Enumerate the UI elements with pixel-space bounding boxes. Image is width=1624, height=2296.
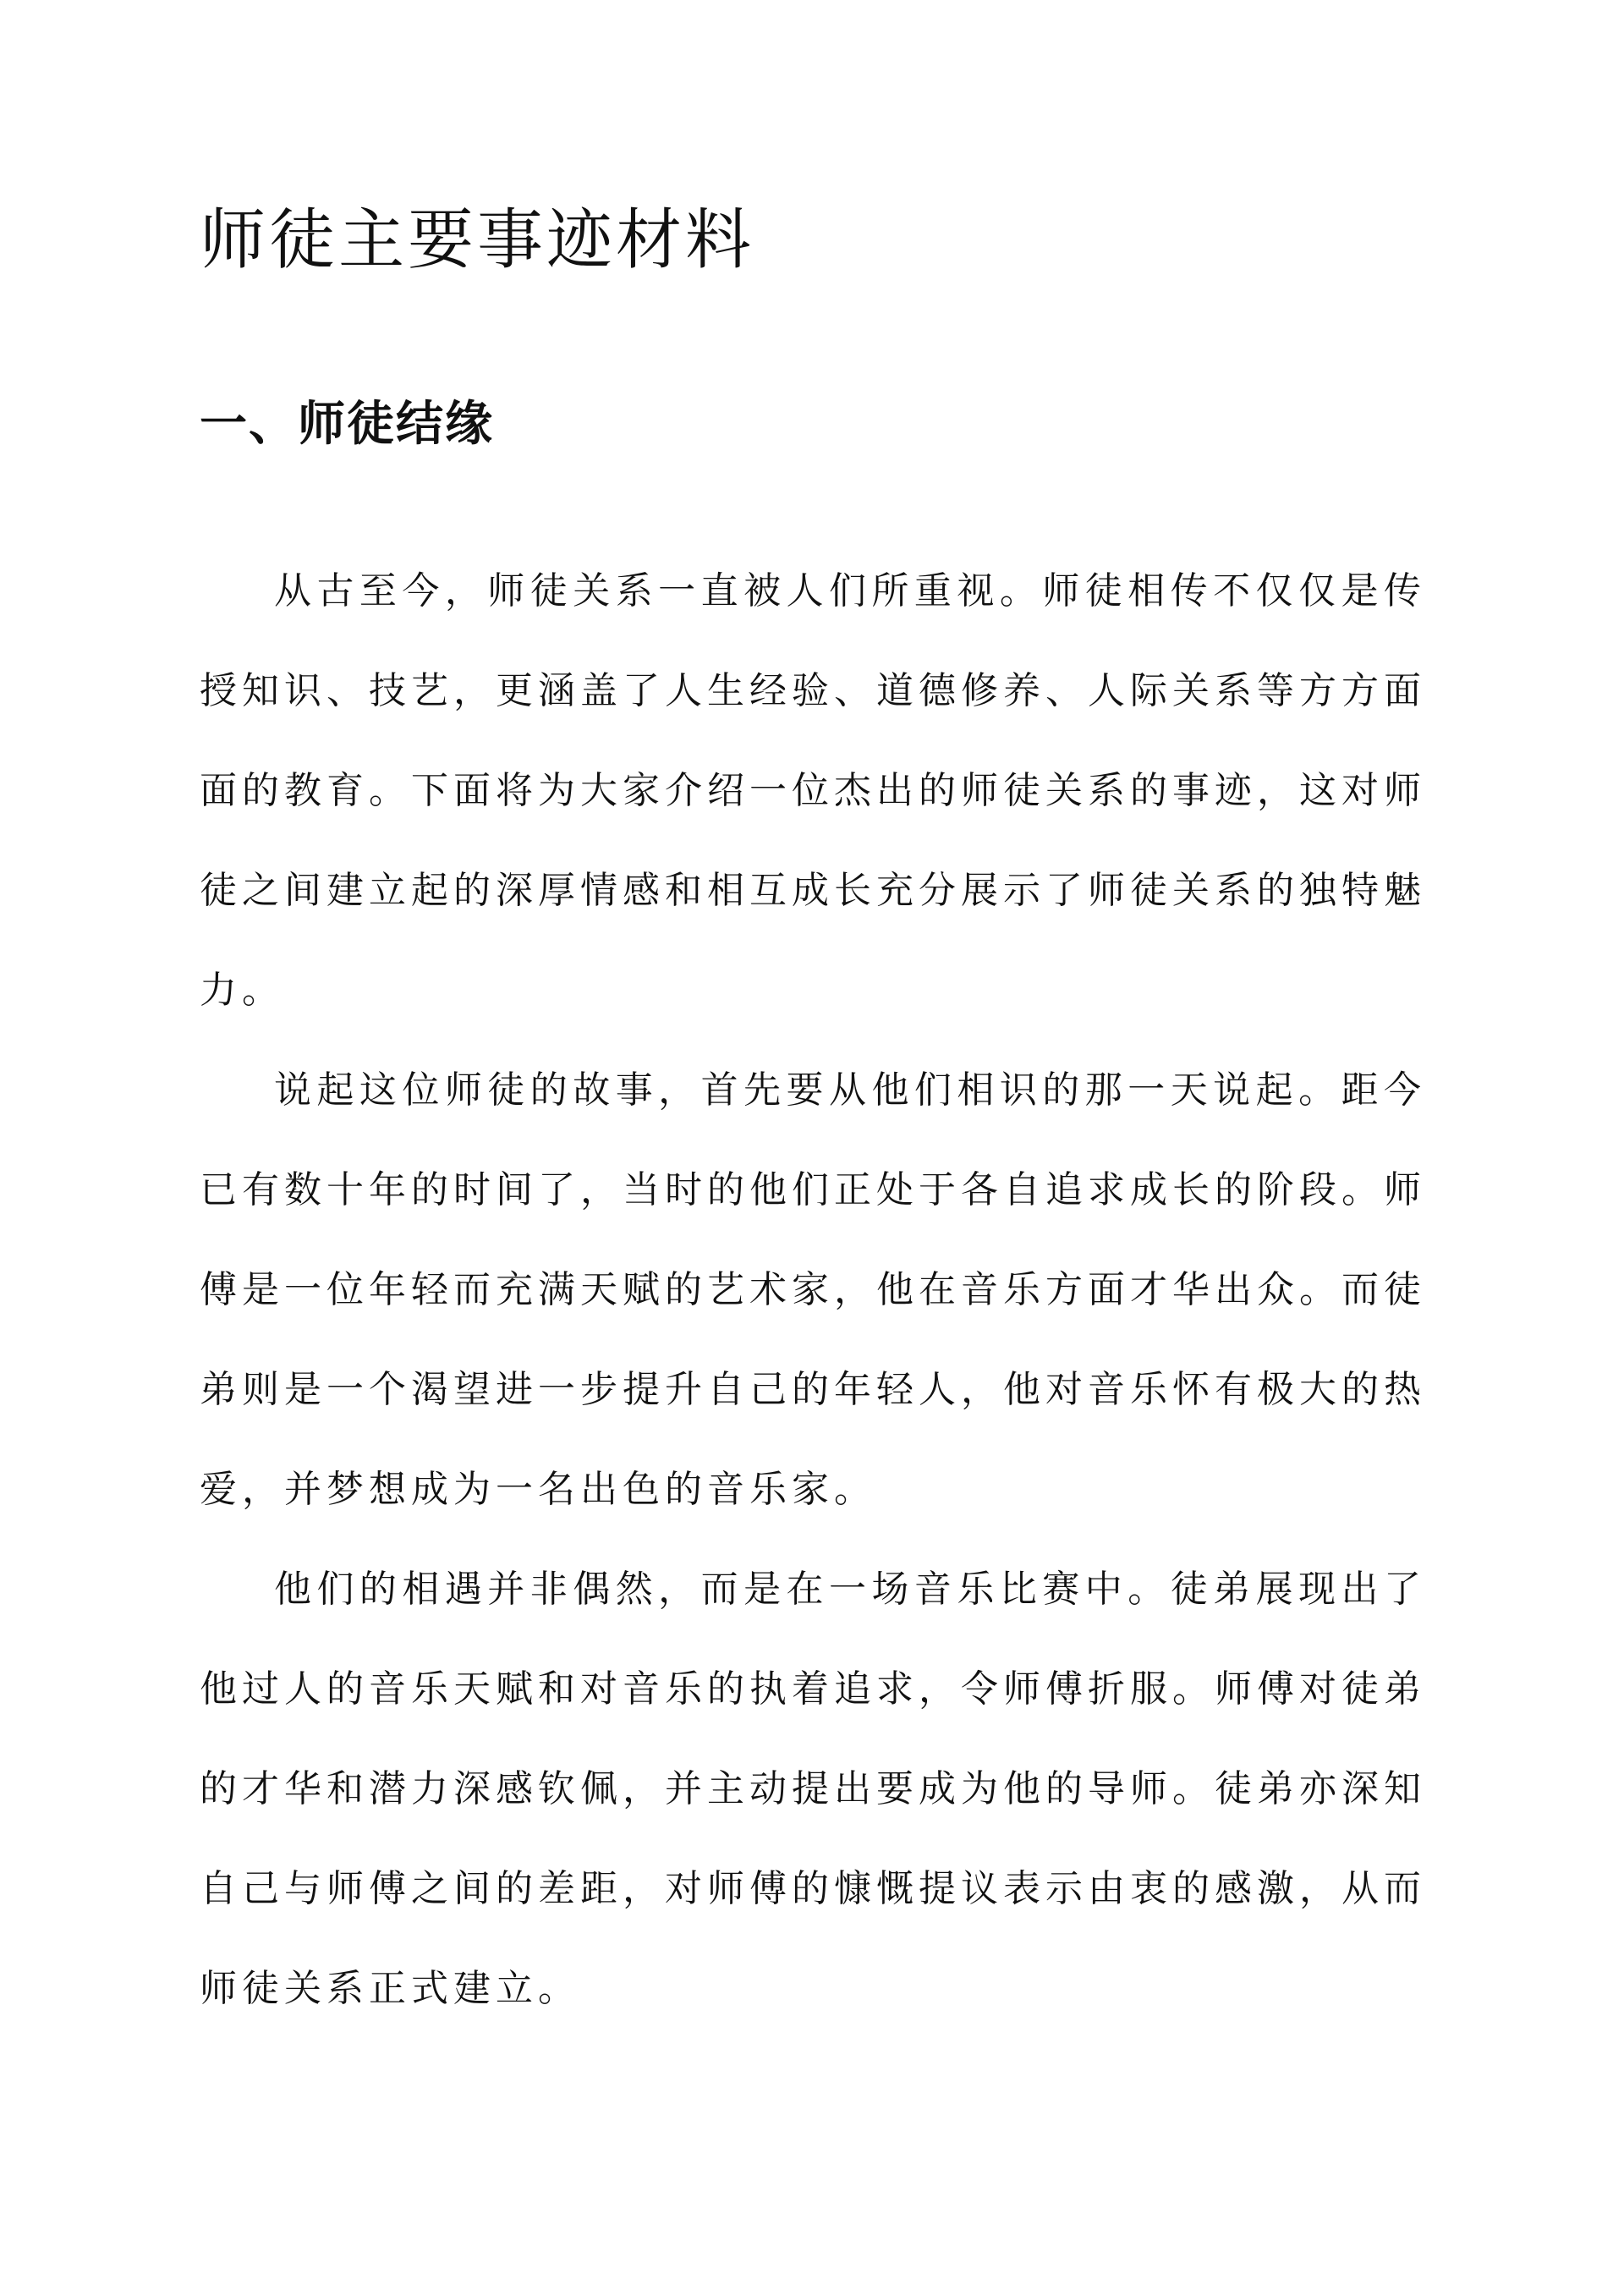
paragraph-intro: 从古至今，师徒关系一直被人们所重视。师徒相传不仅仅是传授知识、技艺，更涵盖了人生经验、道德修养、人际关系等方方面面的教育。下面将为大家介绍一位杰出的师徒关系的事迹，这对师徒之间建立起的深厚情感和相互成长充分展示了师徒关系的独特魅力。 — [200, 569, 1426, 1012]
document-title: 师徒主要事迹材料 — [200, 202, 755, 278]
section-heading: 一、师徒结缘 — [200, 396, 494, 452]
section-body — [200, 541, 1426, 2039]
paragraph-acquaintance: 说起这位师徒的故事，首先要从他们相识的那一天说起。距今已有数十年的时间了，当时的他们正处于各自追求成长的阶段。师傅是一位年轻而充满天赋的艺术家，他在音乐方面才华出众。而徒弟则是一个渴望进一步提升自己的年轻人，他对音乐怀有极大的热爱，并梦想成为一名出色的音乐家。 — [200, 1068, 1426, 1511]
paragraph-meeting: 他们的相遇并非偶然，而是在一场音乐比赛中。徒弟展现出了他过人的音乐天赋和对音乐的执着追求，令师傅折服。师傅对徒弟的才华和潜力深感钦佩，并主动提出要成为他的导师。徒弟亦深知自己与师傅之间的差距，对师傅的慷慨提议表示由衷的感激，从而师徒关系正式建立。 — [200, 1568, 1426, 2010]
